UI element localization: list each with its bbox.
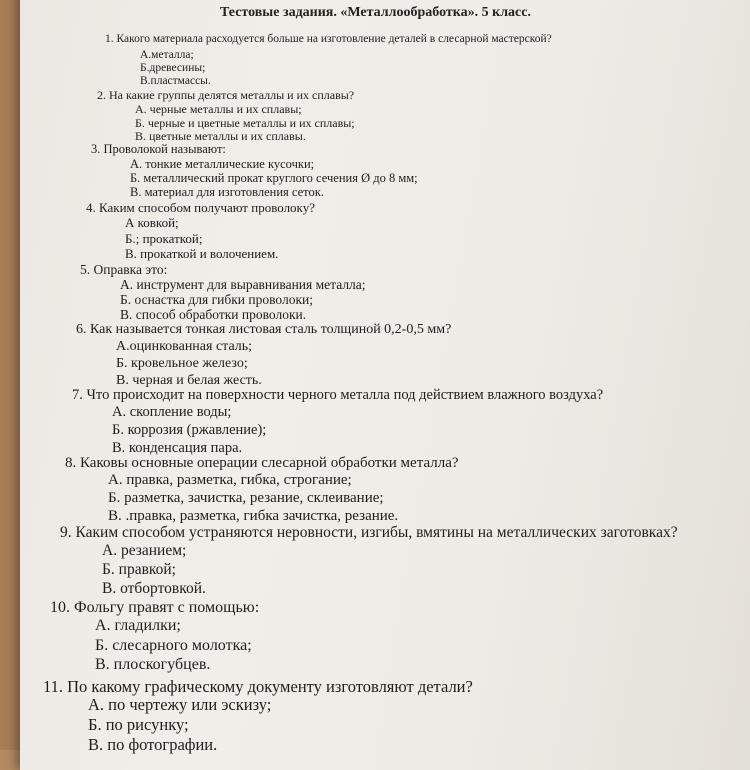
question-11-answer-1: А. по чертежу или эскизу; [88,695,272,714]
question-4-answer-1: А ковкой; [125,215,179,230]
question-10-answer-3: В. плоскогубцев. [95,656,211,673]
question-9-text: 9. Каким способом устраняются неровности, изгибы, вмятины на металлических заготовках? [60,524,678,541]
question-7-answer-2: Б. коррозия (ржавление); [112,422,267,438]
question-7-answer-3: В. конденсация пара. [112,440,243,456]
question-6-answer-3: В. черная и белая жесть. [116,373,262,388]
question-7-text: 7. Что происходит на поверхности черного металла под действием влажного воздуха? [72,387,604,403]
question-9-answer-3: В. отбортовкой. [102,580,206,597]
question-5-answer-3: В. способ обработки проволоки. [120,307,307,322]
question-1-answer-1: А.металла; [140,49,194,61]
question-4-text: 4. Каким способом получают проволоку? [86,200,315,215]
question-6-answer-1: А.оцинкованная сталь; [116,339,253,354]
question-6-text: 6. Как называется тонкая листовая сталь толщиной 0,2-0,5 мм? [76,322,452,337]
question-4-answer-3: В. прокаткой и волочением. [125,246,279,261]
question-3-answer-2: Б. металлический прокат круглого сечения Ø до 8 мм; [130,171,418,185]
question-8-answer-2: Б. разметка, зачистка, резание, склеивание; [108,490,384,506]
question-8-text: 8. Каковы основные операции слесарной обработки металла? [65,455,459,471]
question-2-text: 2. На какие группы делятся металлы и их сплавы? [97,88,355,102]
question-2-answer-1: А. черные металлы и их сплавы; [135,102,302,116]
question-3-text: 3. Проволокой называют: [91,142,226,156]
question-7-answer-1: А. скопление воды; [112,404,232,420]
page-title: Тестовые задания. «Металлообработка». 5 класс. [220,5,531,20]
question-5-answer-1: А. инструмент для выравнивания металла; [120,277,366,292]
question-5-answer-2: Б. оснастка для гибки проволоки; [120,292,313,307]
question-9-answer-2: Б. правкой; [102,561,176,578]
question-11-text: 11. По какому графическому документу изготовляют детали? [43,677,473,696]
question-3-answer-1: А. тонкие металлические кусочки; [130,157,315,171]
question-10-answer-2: Б. слесарного молотка; [95,637,252,654]
question-2-answer-3: В. цветные металлы и их сплавы. [135,129,306,143]
question-1-answer-2: Б.древесины; [140,62,206,74]
question-11-answer-3: В. по фотографии. [88,735,218,754]
question-8-answer-1: А. правка, разметка, гибка, строгание; [108,472,352,488]
question-1-answer-3: В.пластмассы. [140,75,211,87]
question-10-answer-1: А. гладилки; [95,617,181,634]
question-9-answer-1: А. резанием; [102,542,187,559]
question-2-answer-2: Б. черные и цветные металлы и их сплавы; [135,116,355,130]
question-1-text: 1. Какого материала расходуется больше на изготовление деталей в слесарной мастерской? [105,33,552,45]
question-10-text: 10. Фольгу правят с помощью: [50,599,260,616]
question-11-answer-2: Б. по рисунку; [88,715,189,734]
question-5-text: 5. Оправка это: [80,262,168,277]
question-4-answer-2: Б.; прокаткой; [125,231,203,246]
question-3-answer-3: В. материал для изготовления сеток. [130,185,324,199]
question-6-answer-2: Б. кровельное железо; [116,356,248,371]
question-8-answer-3: В. .правка, разметка, гибка зачистка, резание. [108,508,399,524]
